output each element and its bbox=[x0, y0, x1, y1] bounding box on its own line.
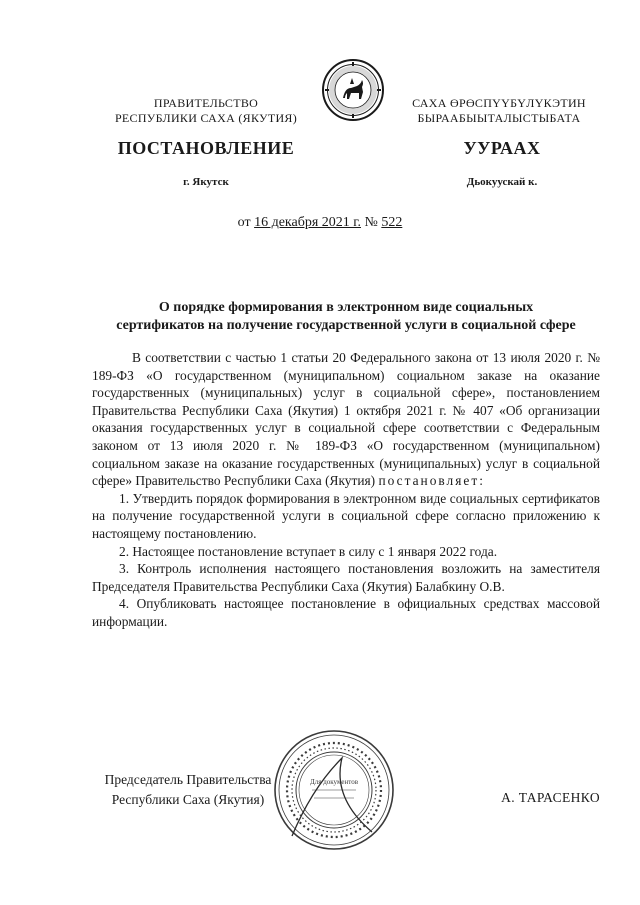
stamp-center-text: Для документов bbox=[309, 778, 359, 786]
decree-word: постановляет: bbox=[378, 473, 485, 489]
document-date: 16 декабря 2021 г. bbox=[254, 215, 361, 230]
document-title-line1: О порядке формирования в электронном виде социальных bbox=[158, 300, 534, 315]
item-4: 4. Опубликовать настоящее постановление в официальных средствах массовой информации. bbox=[92, 596, 600, 629]
document-title-line2: сертификатов на получение государственной услуги в социальной сфере bbox=[116, 318, 576, 333]
preamble-paragraph bbox=[92, 349, 600, 490]
signature-scribble bbox=[292, 758, 372, 836]
official-seal-stamp bbox=[272, 728, 396, 852]
document-title bbox=[96, 299, 596, 335]
document-type-yakut: УУРААХ bbox=[463, 138, 541, 158]
date-prefix: от bbox=[237, 215, 255, 230]
city-yakut: Дьокуускай к. bbox=[466, 176, 538, 188]
city-russian: г. Якутск bbox=[183, 176, 229, 188]
document-body bbox=[92, 349, 600, 631]
signatory-position-line2: Республики Саха (Якутия) bbox=[111, 792, 265, 807]
preamble-text: В соответствии с частью 1 статьи 20 Федерального закона от 13 июля 2020 г. № 189-ФЗ «О государственном (муниципальном) социальном заказе на оказание государственных (муниципальных) услуг в социальной сфере», постановлением Правительства Республики Саха (Якутия) 1 октября 2021 г. № 407 «Об организации оказания государственных услуг в социальной сфере соответствии с Федеральным законом от 13 июля 2020 г. № 189-ФЗ «О государственном (муниципальном) социальном заказе на оказание государственных (муниципальных) услуг в социальной сфере» Правительство Республики Саха (Якутия) bbox=[92, 350, 600, 489]
signatory-name: А. ТАРАСЕНКО bbox=[501, 790, 600, 805]
header-left-line2: РЕСПУБЛИКИ САХА (ЯКУТИЯ) bbox=[114, 111, 298, 125]
item-1: 1. Утвердить порядок формирования в электронном виде социальных сертификатов на получение государственной услуги в социальной сфере согласно приложению к настоящему постановлению. bbox=[92, 490, 600, 541]
document-date-number bbox=[0, 215, 640, 231]
item-3: 3. Контроль исполнения настоящего постановления возложить на заместителя Председателя Правительства Республики Саха (Якутия) Балабкину О.В. bbox=[92, 561, 600, 594]
item-2: 2. Настоящее постановление вступает в силу с 1 января 2022 года. bbox=[119, 543, 498, 559]
header-right-line2: БЫРААБЫЫТАЛЫСТЫБАТА bbox=[417, 111, 581, 125]
document-type-russian: ПОСТАНОВЛЕНИЕ bbox=[117, 138, 295, 158]
signatory-position bbox=[88, 770, 288, 810]
coat-of-arms-emblem bbox=[321, 58, 385, 122]
header-left-line1: ПРАВИТЕЛЬСТВО bbox=[153, 96, 259, 110]
number-prefix: № bbox=[360, 215, 382, 230]
document-number: 522 bbox=[381, 215, 403, 230]
header-right-line1: САХА ӨРӨСПҮҮБҮЛҮКЭТИН bbox=[412, 96, 586, 110]
signatory-position-line1: Председатель Правительства bbox=[104, 772, 272, 787]
header-right bbox=[383, 96, 615, 126]
header-left bbox=[96, 96, 316, 126]
